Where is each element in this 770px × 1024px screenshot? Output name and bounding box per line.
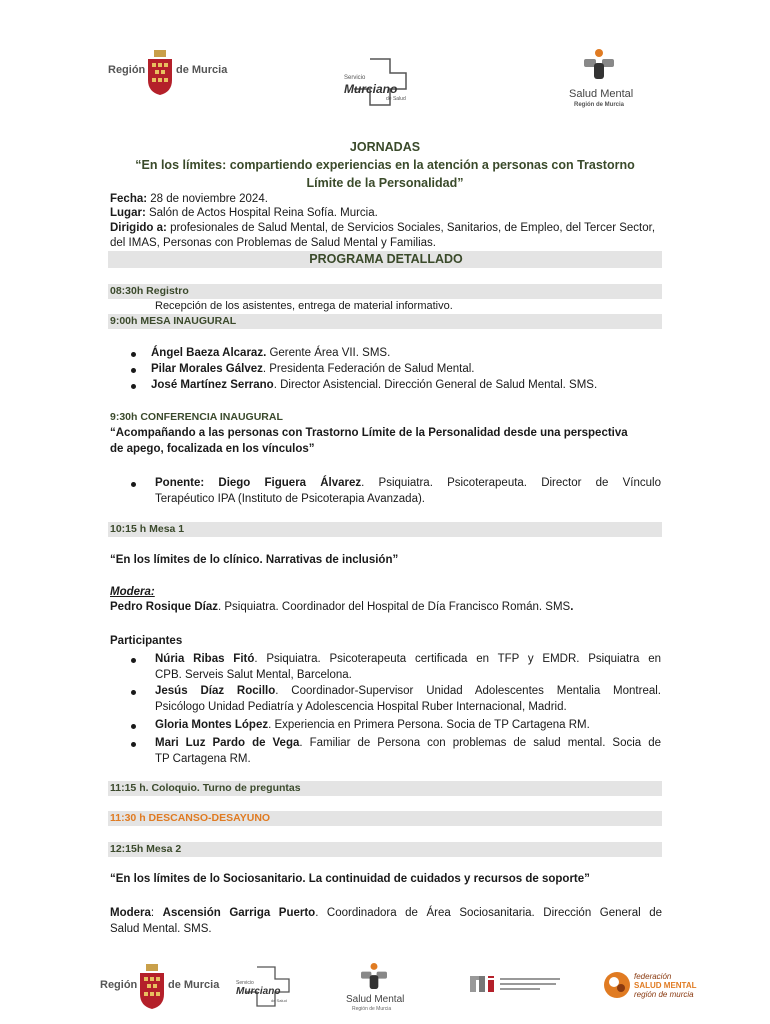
conferencia-title-2: de apego, focalizada en los vínculos” [110,443,315,455]
region-left-text: Región [108,64,146,76]
footer-salud-mental-sub: Región de Murcia [352,1006,392,1012]
bullet-p1 [131,658,136,663]
inaugural-rest-1: Gerente Área VII. SMS. [266,347,391,359]
mesa2-modera-colon: : [150,907,163,919]
inaugural-item-3 [151,378,597,393]
mesa2-modera-line1 [110,906,662,921]
registro-text: Recepción de los asistentes, entrega de material informativo. [155,300,453,312]
lugar-value: Salón de Actos Hospital Reina Sofía. Murcia. [145,207,378,219]
footer-sms-main: Murciano [236,986,281,997]
participant-2-line1 [155,684,661,699]
participant-2-line2: Psicólogo Unidad Pediatría y Adolescencia Hospital Ruber Internacional, Madrid. [155,701,567,713]
bullet-p2 [131,690,136,695]
mesa1-modera-name: Pedro Rosique Díaz [110,601,218,613]
inaugural-name-3: José Martínez Serrano [151,379,274,391]
participant-4-rest1: . Familiar de Persona con problemas de salud mental. Socia de [299,737,662,749]
sms-sub-text: de Salud [386,96,406,102]
mesa1-title: “En los límites de lo clínico. Narrativas de inclusión” [110,554,399,566]
footer-salud-mental-people-icon [361,962,387,990]
participant-1-line1 [155,652,661,667]
info-lugar [110,206,378,221]
participant-2-name: Jesús Díaz Rocillo [155,685,276,697]
bullet-p4 [131,742,136,747]
participant-3-name: Gloria Montes López [155,719,269,731]
mesa-inaugural-bar: 9:00h MESA INAUGURAL [108,314,662,329]
inaugural-name-2: Pilar Morales Gálvez [151,363,263,375]
ponente-name: Ponente: Diego Figuera Álvarez [155,477,362,489]
footer-logo-federacion [603,970,698,1005]
mesa1-modera-end: . [570,601,574,613]
bullet-ponente [131,482,136,487]
mesa1-modera-rest: . Psiquiatra. Coordinador del Hospital de Día Francisco Román. SMS [218,601,571,613]
footer-logo-salud-mental [342,962,407,1017]
participantes-label: Participantes [110,635,183,647]
conferencia-title-1: “Acompañando a las personas con Trastorno Límite de la Personalidad desde una perspectiva [110,427,628,439]
info-fecha [110,192,268,207]
murcia-shield-icon [146,50,174,96]
footer-salud-mental-main: Salud Mental [346,994,405,1005]
mesa2-modera-rest1: . Coordinadora de Área Sociosanitaria. Dirección General de [315,907,662,919]
sms-main-text: Murciano [344,82,398,96]
participant-4-line1 [155,736,661,751]
fecha-value: 28 de noviembre 2024. [147,193,268,205]
mesa1-modera-label: Modera: [110,586,155,598]
footer-logo-sms [235,964,300,1009]
participant-3 [155,718,590,733]
inaugural-item-2 [151,362,474,377]
federacion-circle-icon [603,970,631,1000]
participant-4-name: Mari Luz Pardo de Vega [155,737,300,749]
participant-4-line2: TP Cartagena RM. [155,753,251,765]
mesa1-bar: 10:15 h Mesa 1 [108,522,662,537]
programa-title: PROGRAMA DETALLADO [108,251,662,268]
coloquio-bar: 11:15 h. Coloquio. Turno de preguntas [108,781,662,796]
salud-mental-people-icon [584,48,614,80]
inaugural-name-1: Ángel Baeza Alcaraz. [151,347,267,359]
inaugural-rest-2: . Presidenta Federación de Salud Mental. [262,363,475,375]
logo-region-murcia [108,50,233,100]
footer-logo-region-murcia [100,964,225,1012]
ponente-rest1: . Psiquiatra. Psicoterapeuta. Director de Vínculo [361,477,661,489]
conferencia-bar: 9:30h CONFERENCIA INAUGURAL [108,410,662,425]
participant-1-rest1: . Psiquiatra. Psicoterapeuta certificada en TFP y EMDR. Psiquiatra en [254,653,661,665]
lugar-label: Lugar: [110,207,146,219]
mesa2-title: “En los límites de lo Sociosanitario. La continuidad de cuidados y recursos de soporte” [110,873,590,885]
sms-top-text: Servicio [344,75,366,81]
mesa2-bar: 12:15h Mesa 2 [108,842,662,857]
inaugural-item-1 [151,346,390,361]
dirigido-value1: profesionales de Salud Mental, de Servicios Sociales, Sanitarios, de Empleo, del Tercer Sector, [166,222,656,234]
logo-servicio-murciano-salud [342,55,422,110]
mesa2-modera-label: Modera [110,907,151,919]
bullet-p3 [131,724,136,729]
footer-sms-top: Servicio [236,980,254,986]
ffi-text-lines-icon [500,978,562,990]
title-main-line1: “En los límites: compartiendo experiencias en la atención a personas con Trastorno [135,158,635,172]
ponente-line2: Terapéutico IPA (Instituto de Psicoterapia Avanzada). [155,493,425,505]
bullet-2 [131,368,136,373]
footer-logo-ffi [470,976,565,996]
salud-mental-main-text: Salud Mental [569,88,634,100]
inaugural-rest-3: . Director Asistencial. Dirección General de Salud Mental. SMS. [273,379,598,391]
federacion-line3: región de murcia [634,990,694,999]
bullet-3 [131,384,136,389]
participant-1-line2: CPB. Serveis Salut Mental, Barcelona. [155,669,352,681]
info-dirigido [110,221,655,236]
mesa2-modera-name: Ascensión Garriga Puerto [162,907,316,919]
ffi-logo-icon [470,976,496,992]
federacion-line2: SALUD MENTAL [634,981,697,990]
participant-1-name: Núria Ribas Fitó [155,653,255,665]
ponente-line1 [155,476,661,491]
descanso-bar: 11:30 h DESCANSO-DESAYUNO [108,811,662,826]
logo-salud-mental [562,48,637,113]
footer-sms-sub: de Salud [271,998,287,1003]
footer-murcia-shield-icon [138,964,166,1010]
fecha-label: Fecha: [110,193,148,205]
dirigido-label: Dirigido a: [110,222,167,234]
participant-3-rest: . Experiencia en Primera Persona. Socia de TP Cartagena RM. [268,719,590,731]
title-jornadas: JORNADAS [349,140,421,154]
region-right-text: de Murcia [176,64,228,76]
registro-bar: 08:30h Registro [108,284,662,299]
bullet-1 [131,352,136,357]
mesa2-modera-line2: Salud Mental. SMS. [110,923,212,935]
federacion-line1: federación [634,972,672,981]
participant-2-rest1: . Coordinador-Supervisor Unidad Adolescentes Mentalia Montreal. [275,685,661,697]
footer-region-left: Región [100,979,138,991]
info-dirigido-line2: del IMAS, Personas con Problemas de Salud Mental y Familias. [110,237,436,249]
salud-mental-sub-text: Región de Murcia [574,102,625,108]
mesa1-modera [110,600,573,615]
footer-region-right: de Murcia [168,979,220,991]
title-main-line2: Límite de la Personalidad” [306,176,464,190]
